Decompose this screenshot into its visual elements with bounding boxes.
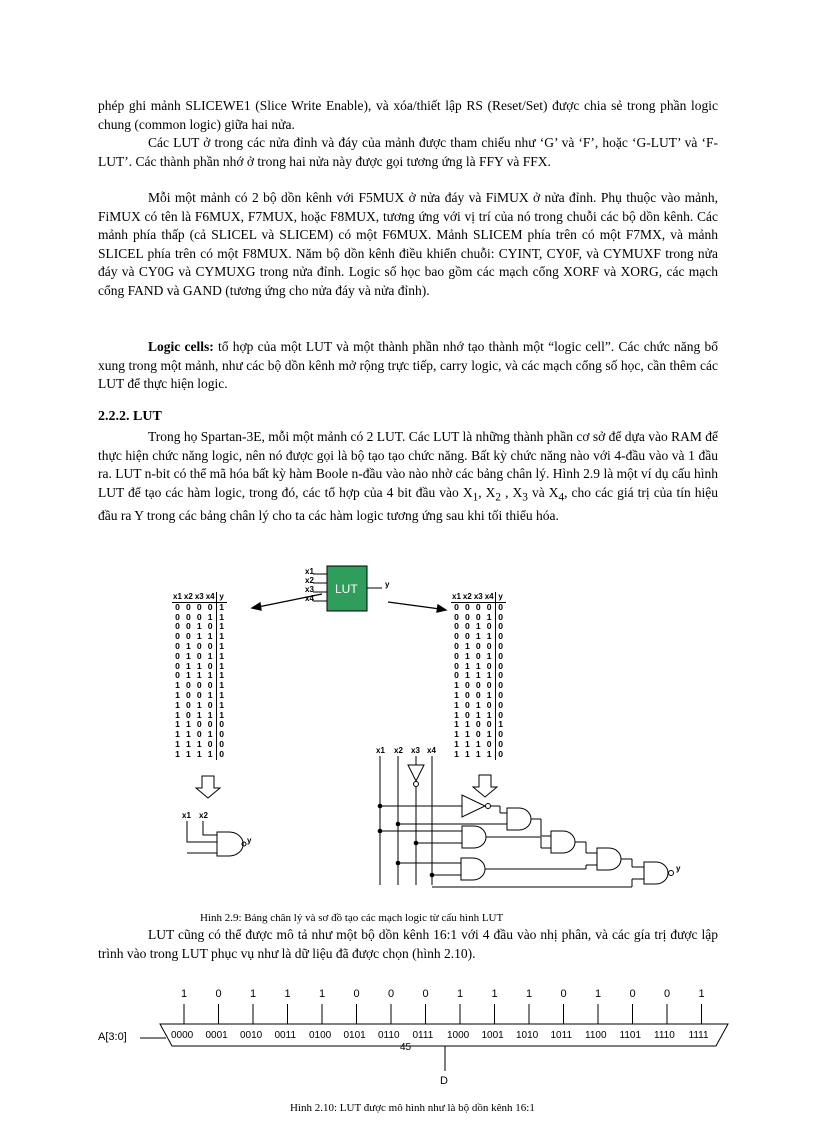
table-cell: 0 bbox=[196, 601, 202, 612]
lut-text-4: và X bbox=[527, 484, 559, 500]
table-cell: 0 bbox=[175, 611, 180, 622]
table-cell: 0 bbox=[207, 699, 213, 710]
table-cell: 0 bbox=[196, 640, 202, 651]
table-cell: 0 bbox=[464, 601, 470, 612]
mux-select-code: 1000 bbox=[447, 1030, 470, 1041]
table-cell: 0 bbox=[464, 709, 470, 720]
paragraph-lut-reference: Các LUT ở trong các nửa đỉnh và đáy của mảnh được tham chiếu như ‘G’ và ‘F’, hoặc ‘G-LUT’ và ‘F-LUT’. Các thành phần nhớ ở trong hai nửa này được gọi tương ứng là FFY và FFX. bbox=[98, 135, 718, 169]
table-cell: 0 bbox=[486, 601, 492, 612]
right-circuit bbox=[380, 756, 674, 887]
table-cell: 1 bbox=[475, 699, 481, 710]
mux-data-bit: 0 bbox=[353, 988, 360, 1000]
mux-select-code: 1011 bbox=[550, 1030, 573, 1041]
table-cell: 0 bbox=[475, 689, 481, 700]
table-cell: 0 bbox=[475, 601, 481, 612]
table-cell: 0 bbox=[495, 652, 506, 662]
mux-select-code: 1010 bbox=[516, 1030, 539, 1041]
table-cell: 1 bbox=[207, 748, 213, 759]
left-nand-gate bbox=[187, 821, 246, 856]
table-header-x4: x4 bbox=[484, 592, 494, 601]
table-cell: 0 bbox=[486, 640, 492, 651]
lut-text-3: , X bbox=[501, 484, 523, 500]
table-header-x3: x3 bbox=[194, 592, 204, 601]
mux-data-bit: 1 bbox=[250, 988, 257, 1000]
table-cell: 0 bbox=[196, 680, 202, 691]
lut-output-y: y bbox=[385, 580, 390, 589]
table-cell: 0 bbox=[216, 720, 227, 730]
table-cell: 0 bbox=[175, 670, 180, 681]
mux-data-bit: 0 bbox=[629, 988, 636, 1000]
table-cell: 1 bbox=[454, 680, 459, 691]
sub-2: 2 bbox=[495, 491, 502, 504]
table-cell: 1 bbox=[216, 622, 227, 632]
lut-label: LUT bbox=[335, 582, 358, 596]
mux-data-bit: 0 bbox=[388, 988, 395, 1000]
mux-select-code: 1111 bbox=[688, 1030, 709, 1041]
paragraph-common-logic: phép ghi mảnh SLICEWE1 (Slice Write Enable), và xóa/thiết lập RS (Reset/Set) được chia sẻ trong phần logic chung (common logic) giữa hai nửa. bbox=[98, 98, 718, 132]
table-cell: 1 bbox=[185, 640, 191, 651]
table-cell: 1 bbox=[454, 748, 459, 759]
mux-select-code: 0100 bbox=[309, 1030, 332, 1041]
table-cell: 0 bbox=[495, 642, 506, 652]
table-cell: 1 bbox=[464, 729, 470, 740]
mux-data-bit: 1 bbox=[698, 988, 705, 1000]
section-heading-lut: 2.2.2. LUT bbox=[98, 409, 162, 424]
table-cell: 0 bbox=[216, 740, 227, 750]
table-cell: 0 bbox=[475, 680, 481, 691]
table-row bbox=[172, 750, 227, 760]
table-cell: 1 bbox=[196, 699, 202, 710]
table-cell: 0 bbox=[207, 640, 213, 651]
table-cell: 1 bbox=[207, 650, 213, 661]
table-cell: 1 bbox=[475, 621, 481, 632]
table-cell: 1 bbox=[475, 631, 481, 642]
table-cell: 1 bbox=[196, 621, 202, 632]
table-cell: 0 bbox=[475, 719, 481, 730]
table-cell: 0 bbox=[495, 622, 506, 632]
table-cell: 0 bbox=[495, 730, 506, 740]
mux-data-bit: 0 bbox=[560, 988, 567, 1000]
left-gate-output-y: y bbox=[247, 836, 252, 845]
table-cell: 0 bbox=[495, 701, 506, 711]
table-cell: 0 bbox=[486, 699, 492, 710]
table-cell: 1 bbox=[216, 671, 227, 681]
table-cell: 1 bbox=[207, 709, 213, 720]
table-cell: 1 bbox=[175, 709, 180, 720]
table-cell: 0 bbox=[486, 680, 492, 691]
table-cell: 1 bbox=[475, 709, 481, 720]
mux-select-code: 0000 bbox=[171, 1030, 194, 1041]
table-cell: 1 bbox=[196, 660, 202, 671]
table-cell: 0 bbox=[495, 662, 506, 672]
mux-data-bit: 1 bbox=[457, 988, 464, 1000]
sub-4: 4 bbox=[558, 491, 565, 504]
table-cell: 0 bbox=[486, 738, 492, 749]
mux-select-code: 0011 bbox=[274, 1030, 297, 1041]
table-cell: 1 bbox=[454, 709, 459, 720]
sub-1: 1 bbox=[472, 491, 479, 504]
table-cell: 1 bbox=[216, 602, 227, 612]
table-cell: 1 bbox=[216, 662, 227, 672]
table-cell: 1 bbox=[216, 701, 227, 711]
table-cell: 1 bbox=[486, 748, 492, 759]
table-cell: 0 bbox=[185, 611, 191, 622]
mux-data-bit: 0 bbox=[664, 988, 671, 1000]
table-cell: 1 bbox=[185, 670, 191, 681]
table-cell: 1 bbox=[207, 631, 213, 642]
table-cell: 1 bbox=[216, 691, 227, 701]
table-cell: 1 bbox=[216, 711, 227, 721]
right-input-x4: x4 bbox=[427, 746, 436, 755]
table-header-x2: x2 bbox=[183, 592, 193, 601]
table-cell: 1 bbox=[185, 748, 191, 759]
right-input-x1: x1 bbox=[376, 746, 385, 755]
table-cell: 1 bbox=[475, 738, 481, 749]
table-cell: 1 bbox=[216, 632, 227, 642]
table-cell: 0 bbox=[495, 681, 506, 691]
table-header-y: y bbox=[216, 592, 227, 602]
table-cell: 1 bbox=[486, 611, 492, 622]
paragraph-multiplexers: Mỗi một mảnh có 2 bộ dồn kênh với F5MUX ở nửa đáy và FiMUX ở nửa đỉnh. Phụ thuộc vào mảnh, FiMUX có tên là F6MUX, F7MUX, hoặc F8MUX, tương ứng với vị trí của nó trong chuỗi các bộ dồn kênh. Các mảnh phía thấp (cả SLICEL và SLICEM) có một F6MUX. Mảnh SLICEM phía trên có một F7MX, và mảnh SLICEL phía trên có một F8MUX. Năm bộ dồn kênh điều khiển chuỗi: CYINT, CY0F, và CYMUXF trong nửa đáy và CY0G và CYMUXG trong nửa đỉnh. Logic số học bao gồm các mạch cổng XORF và XORG, các mạch cổng FAND và GAND (tương ứng cho nửa đáy và nửa đỉnh). bbox=[98, 190, 718, 298]
lut-input-x4: x4 bbox=[305, 594, 314, 603]
table-cell: 0 bbox=[495, 750, 506, 760]
table-cell: 0 bbox=[464, 699, 470, 710]
lut-input-x2: x2 bbox=[305, 576, 314, 585]
table-cell: 0 bbox=[185, 699, 191, 710]
table-cell: 0 bbox=[454, 621, 459, 632]
table-cell: 1 bbox=[175, 680, 180, 691]
table-cell: 1 bbox=[185, 738, 191, 749]
figure-2-10-caption: Hình 2.10: LUT được mô hình như là bộ dồn kênh 16:1 bbox=[290, 1102, 535, 1114]
mux-select-code: 1101 bbox=[619, 1030, 642, 1041]
table-cell: 0 bbox=[486, 621, 492, 632]
table-header-x1: x1 bbox=[173, 592, 182, 601]
table-cell: 0 bbox=[207, 680, 213, 691]
table-cell: 0 bbox=[207, 601, 213, 612]
mux-select-code: 1110 bbox=[654, 1030, 675, 1041]
mux-select-code: 1001 bbox=[481, 1030, 504, 1041]
table-cell: 0 bbox=[207, 719, 213, 730]
table-cell: 1 bbox=[175, 719, 180, 730]
table-cell: 1 bbox=[464, 640, 470, 651]
table-cell: 0 bbox=[464, 631, 470, 642]
mux-select-code: 0110 bbox=[378, 1030, 400, 1041]
truth-table-right bbox=[451, 592, 506, 760]
table-cell: 0 bbox=[495, 613, 506, 623]
table-cell: 1 bbox=[207, 670, 213, 681]
table-cell: 0 bbox=[475, 729, 481, 740]
table-cell: 1 bbox=[464, 719, 470, 730]
table-cell: 0 bbox=[454, 660, 459, 671]
table-cell: 1 bbox=[454, 719, 459, 730]
mux-select-code: 0010 bbox=[240, 1030, 263, 1041]
table-header-x2: x2 bbox=[462, 592, 472, 601]
table-header-x1: x1 bbox=[452, 592, 461, 601]
table-cell: 1 bbox=[475, 748, 481, 759]
table-cell: 0 bbox=[185, 631, 191, 642]
table-cell: 1 bbox=[475, 660, 481, 671]
table-cell: 0 bbox=[486, 660, 492, 671]
left-gate-input-x2: x2 bbox=[199, 811, 208, 820]
mux-data-bit: 1 bbox=[595, 988, 602, 1000]
lut-text-1: Trong họ Spartan-3E, mỗi một mảnh có 2 LUT. Các LUT là những thành phần cơ sở để dựa vào RAM để thực hiện chức năng logic, nên nó được gọi là bộ tạo tạo chức năng. Bất kỳ chức năng nào với 4-đầu vào và 1 đầu ra. LUT n-bit có thể mã hóa bất kỳ hàm Boole n-đầu vào nào nhờ các bảng chân lý. Hình 2.9 là một ví dụ cấu hình LUT để tạo các hàm logic, trong đó, các tổ hợp của 4 bit đầu vào X bbox=[98, 429, 718, 500]
table-cell: 1 bbox=[464, 748, 470, 759]
table-cell: 1 bbox=[486, 689, 492, 700]
table-cell: 0 bbox=[216, 730, 227, 740]
table-cell: 0 bbox=[495, 740, 506, 750]
table-cell: 0 bbox=[454, 631, 459, 642]
table-cell: 0 bbox=[185, 709, 191, 720]
table-cell: 0 bbox=[207, 621, 213, 632]
table-cell: 1 bbox=[196, 748, 202, 759]
table-cell: 1 bbox=[216, 613, 227, 623]
table-cell: 1 bbox=[486, 650, 492, 661]
table-cell: 0 bbox=[185, 689, 191, 700]
table-cell: 0 bbox=[495, 632, 506, 642]
junction-dots bbox=[378, 804, 435, 878]
table-cell: 0 bbox=[495, 691, 506, 701]
mux-data-bit: 1 bbox=[181, 988, 188, 1000]
table-cell: 0 bbox=[475, 611, 481, 622]
right-input-x2: x2 bbox=[394, 746, 403, 755]
figure-2-9-caption: Hình 2.9: Bảng chân lý và sơ đồ tạo các mạch logic từ cấu hình LUT bbox=[200, 912, 504, 924]
table-cell: 0 bbox=[185, 621, 191, 632]
left-gate-input-x1: x1 bbox=[182, 811, 191, 820]
table-cell: 0 bbox=[185, 601, 191, 612]
table-cell: 1 bbox=[464, 660, 470, 671]
mux-select-label: A[3:0] bbox=[98, 1031, 127, 1043]
table-cell: 0 bbox=[495, 602, 506, 612]
table-cell: 0 bbox=[454, 650, 459, 661]
table-cell: 1 bbox=[464, 650, 470, 661]
table-cell: 1 bbox=[486, 729, 492, 740]
right-output-y: y bbox=[676, 864, 681, 873]
table-cell: 1 bbox=[196, 670, 202, 681]
table-cell: 1 bbox=[454, 729, 459, 740]
mux-data-bit: 1 bbox=[319, 988, 326, 1000]
paragraph-lut-mux: LUT cũng có thể được mô tả như một bộ dồn kênh 16:1 với 4 đầu vào nhị phân, và các gía trị được lập trình vào trong LUT phục vụ như là dữ liệu đã được chọn (hình 2.10). bbox=[98, 927, 718, 961]
mux-data-bit: 0 bbox=[422, 988, 429, 1000]
table-cell: 0 bbox=[196, 650, 202, 661]
table-cell: 0 bbox=[495, 711, 506, 721]
table-header-x3: x3 bbox=[473, 592, 483, 601]
table-cell: 1 bbox=[216, 681, 227, 691]
table-header-x4: x4 bbox=[205, 592, 215, 601]
table-cell: 0 bbox=[196, 729, 202, 740]
mux-select-code: 0101 bbox=[343, 1030, 366, 1041]
table-cell: 0 bbox=[175, 601, 180, 612]
mux-data-bit: 1 bbox=[284, 988, 291, 1000]
table-cell: 0 bbox=[464, 680, 470, 691]
table-cell: 1 bbox=[486, 670, 492, 681]
mux-data-bit: 1 bbox=[526, 988, 533, 1000]
table-cell: 0 bbox=[175, 631, 180, 642]
right-input-x3: x3 bbox=[411, 746, 420, 755]
table-cell: 0 bbox=[475, 650, 481, 661]
table-cell: 0 bbox=[454, 640, 459, 651]
table-cell: 0 bbox=[175, 660, 180, 671]
table-cell: 1 bbox=[175, 748, 180, 759]
mux-select-code: 0111 bbox=[412, 1030, 434, 1041]
table-cell: 0 bbox=[216, 750, 227, 760]
table-cell: 1 bbox=[486, 631, 492, 642]
mux-select-code: 0001 bbox=[205, 1030, 228, 1041]
table-cell: 1 bbox=[454, 699, 459, 710]
table-cell: 0 bbox=[196, 611, 202, 622]
table-row bbox=[451, 750, 506, 760]
mux-data-bit: 0 bbox=[215, 988, 222, 1000]
table-cell: 0 bbox=[454, 611, 459, 622]
table-cell: 1 bbox=[175, 738, 180, 749]
table-cell: 1 bbox=[207, 611, 213, 622]
table-cell: 1 bbox=[454, 689, 459, 700]
table-cell: 0 bbox=[207, 660, 213, 671]
lut-text-2: , X bbox=[478, 484, 496, 500]
table-cell: 1 bbox=[207, 729, 213, 740]
table-cell: 1 bbox=[495, 720, 506, 730]
table-cell: 1 bbox=[216, 642, 227, 652]
table-cell: 0 bbox=[207, 738, 213, 749]
table-cell: 0 bbox=[454, 601, 459, 612]
table-header-y: y bbox=[495, 592, 506, 602]
logic-cells-term: Logic cells: bbox=[148, 339, 214, 354]
lut-input-x3: x3 bbox=[305, 585, 314, 594]
table-cell: 1 bbox=[216, 652, 227, 662]
truth-table-left bbox=[172, 592, 227, 760]
lut-input-x1: x1 bbox=[305, 567, 314, 576]
lut-text-5: , cho các giá trị của tín hiệu đầu ra Y trong các bảng chân lý cho ta các hàm logic tương ứng sau khi tối thiểu hóa. bbox=[98, 484, 719, 523]
table-cell: 0 bbox=[454, 670, 459, 681]
table-cell: 1 bbox=[196, 738, 202, 749]
table-cell: 0 bbox=[486, 719, 492, 730]
table-cell: 0 bbox=[196, 719, 202, 730]
table-cell: 0 bbox=[196, 689, 202, 700]
table-cell: 0 bbox=[175, 640, 180, 651]
table-cell: 1 bbox=[185, 729, 191, 740]
table-cell: 0 bbox=[475, 640, 481, 651]
sub-3: 3 bbox=[522, 491, 528, 504]
mux-input-lines bbox=[184, 1004, 702, 1024]
table-cell: 0 bbox=[495, 671, 506, 681]
table-cell: 1 bbox=[175, 689, 180, 700]
table-cell: 1 bbox=[175, 729, 180, 740]
table-cell: 0 bbox=[185, 680, 191, 691]
mux-output-d: D bbox=[440, 1075, 448, 1087]
table-cell: 1 bbox=[185, 650, 191, 661]
logic-cells-text: tổ hợp của một LUT và một thành phần nhớ tạo thành một “logic cell”. Các chức năng bổ xung trong một mảnh, như các bộ dồn kênh mở rộng trực tiếp, carry logic, và các mạch cổng số học, cần thêm các LUT để thực hiện logic. bbox=[98, 339, 718, 391]
table-cell: 1 bbox=[196, 709, 202, 720]
table-cell: 1 bbox=[464, 738, 470, 749]
mux-number: 45 bbox=[400, 1042, 412, 1053]
table-cell: 1 bbox=[207, 689, 213, 700]
down-arrows bbox=[196, 775, 497, 798]
table-cell: 1 bbox=[196, 631, 202, 642]
mux-data-bit: 1 bbox=[491, 988, 498, 1000]
table-cell: 0 bbox=[464, 611, 470, 622]
table-cell: 1 bbox=[185, 719, 191, 730]
table-cell: 0 bbox=[175, 621, 180, 632]
table-cell: 0 bbox=[175, 650, 180, 661]
mux-select-code: 1100 bbox=[585, 1030, 607, 1041]
table-cell: 1 bbox=[185, 660, 191, 671]
table-cell: 1 bbox=[475, 670, 481, 681]
table-cell: 1 bbox=[464, 670, 470, 681]
table-cell: 0 bbox=[464, 689, 470, 700]
table-cell: 1 bbox=[175, 699, 180, 710]
table-cell: 1 bbox=[454, 738, 459, 749]
table-cell: 0 bbox=[464, 621, 470, 632]
table-cell: 1 bbox=[486, 709, 492, 720]
